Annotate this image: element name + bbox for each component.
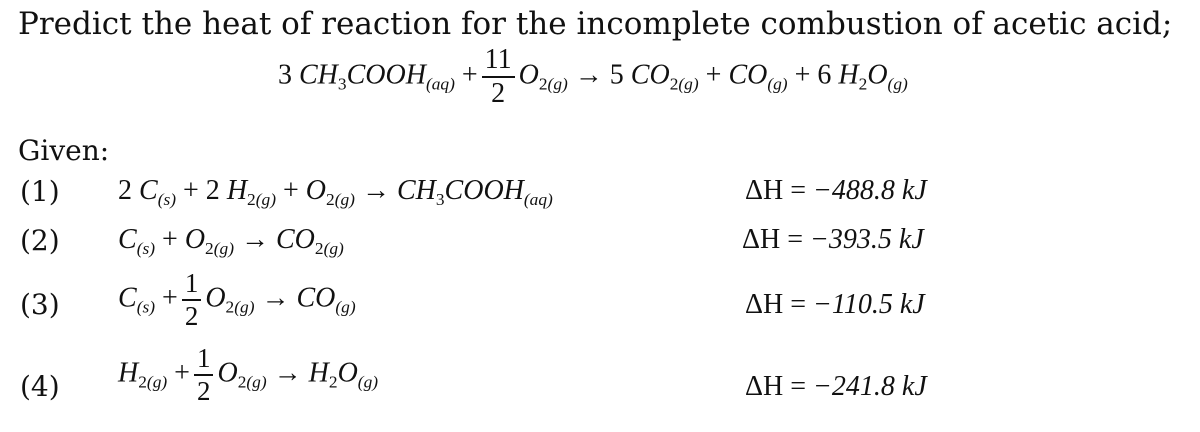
delta-h-value: −241.8 kJ — [813, 371, 927, 402]
delta-h-label: ΔH = — [745, 371, 807, 402]
reaction-number-4: (4) — [20, 370, 60, 403]
target-reaction: 3 $CH_3COOH_{(aq)}$ + $\frac{11}{2}$ $O_{2(g)} \to 5$ $CO_{2(g)} + CO_{(g)} + 6$ $H_2O_{(g)}$ — [278, 44, 908, 109]
delta-h-value: −110.5 kJ — [813, 289, 925, 320]
reaction-equation-1: 2 $C_{(s)} + 2$ $H_{2(g)} + O_{2(g)}$ → $CH_3COOH_{(aq)}$ — [118, 175, 553, 210]
reaction-number-2: (2) — [20, 224, 60, 257]
given-label: Given: — [18, 134, 110, 167]
delta-h-value: −488.8 kJ — [813, 175, 927, 206]
delta-h-3 — [745, 289, 925, 321]
delta-h-label: ΔH = — [742, 224, 804, 255]
reaction-equation-2: $C_{(s)} + O_{2(g)} \to CO_{2(g)}$ — [118, 224, 344, 259]
delta-h-label: ΔH = — [745, 175, 807, 206]
reaction-number-1: (1) — [20, 175, 60, 208]
reaction-number-3: (3) — [20, 288, 60, 321]
delta-h-label: ΔH = — [745, 289, 807, 320]
question-text: Predict the heat of reaction for the incomplete combustion of acetic acid; — [18, 6, 1173, 42]
delta-h-value: −393.5 kJ — [810, 224, 924, 255]
reaction-equation-3: $C_{(s)}$ + $\frac{1}{2}$ $O_{2(g)} \to CO_{(g)}$ — [118, 268, 356, 331]
delta-h-2 — [742, 224, 924, 256]
reaction-equation-4: $H_{2(g)}$ + $\frac{1}{2}$ $O_{2(g)} \to H_2O_{(g)}$ — [118, 343, 379, 406]
delta-h-1 — [745, 175, 927, 207]
delta-h-4 — [745, 371, 927, 403]
